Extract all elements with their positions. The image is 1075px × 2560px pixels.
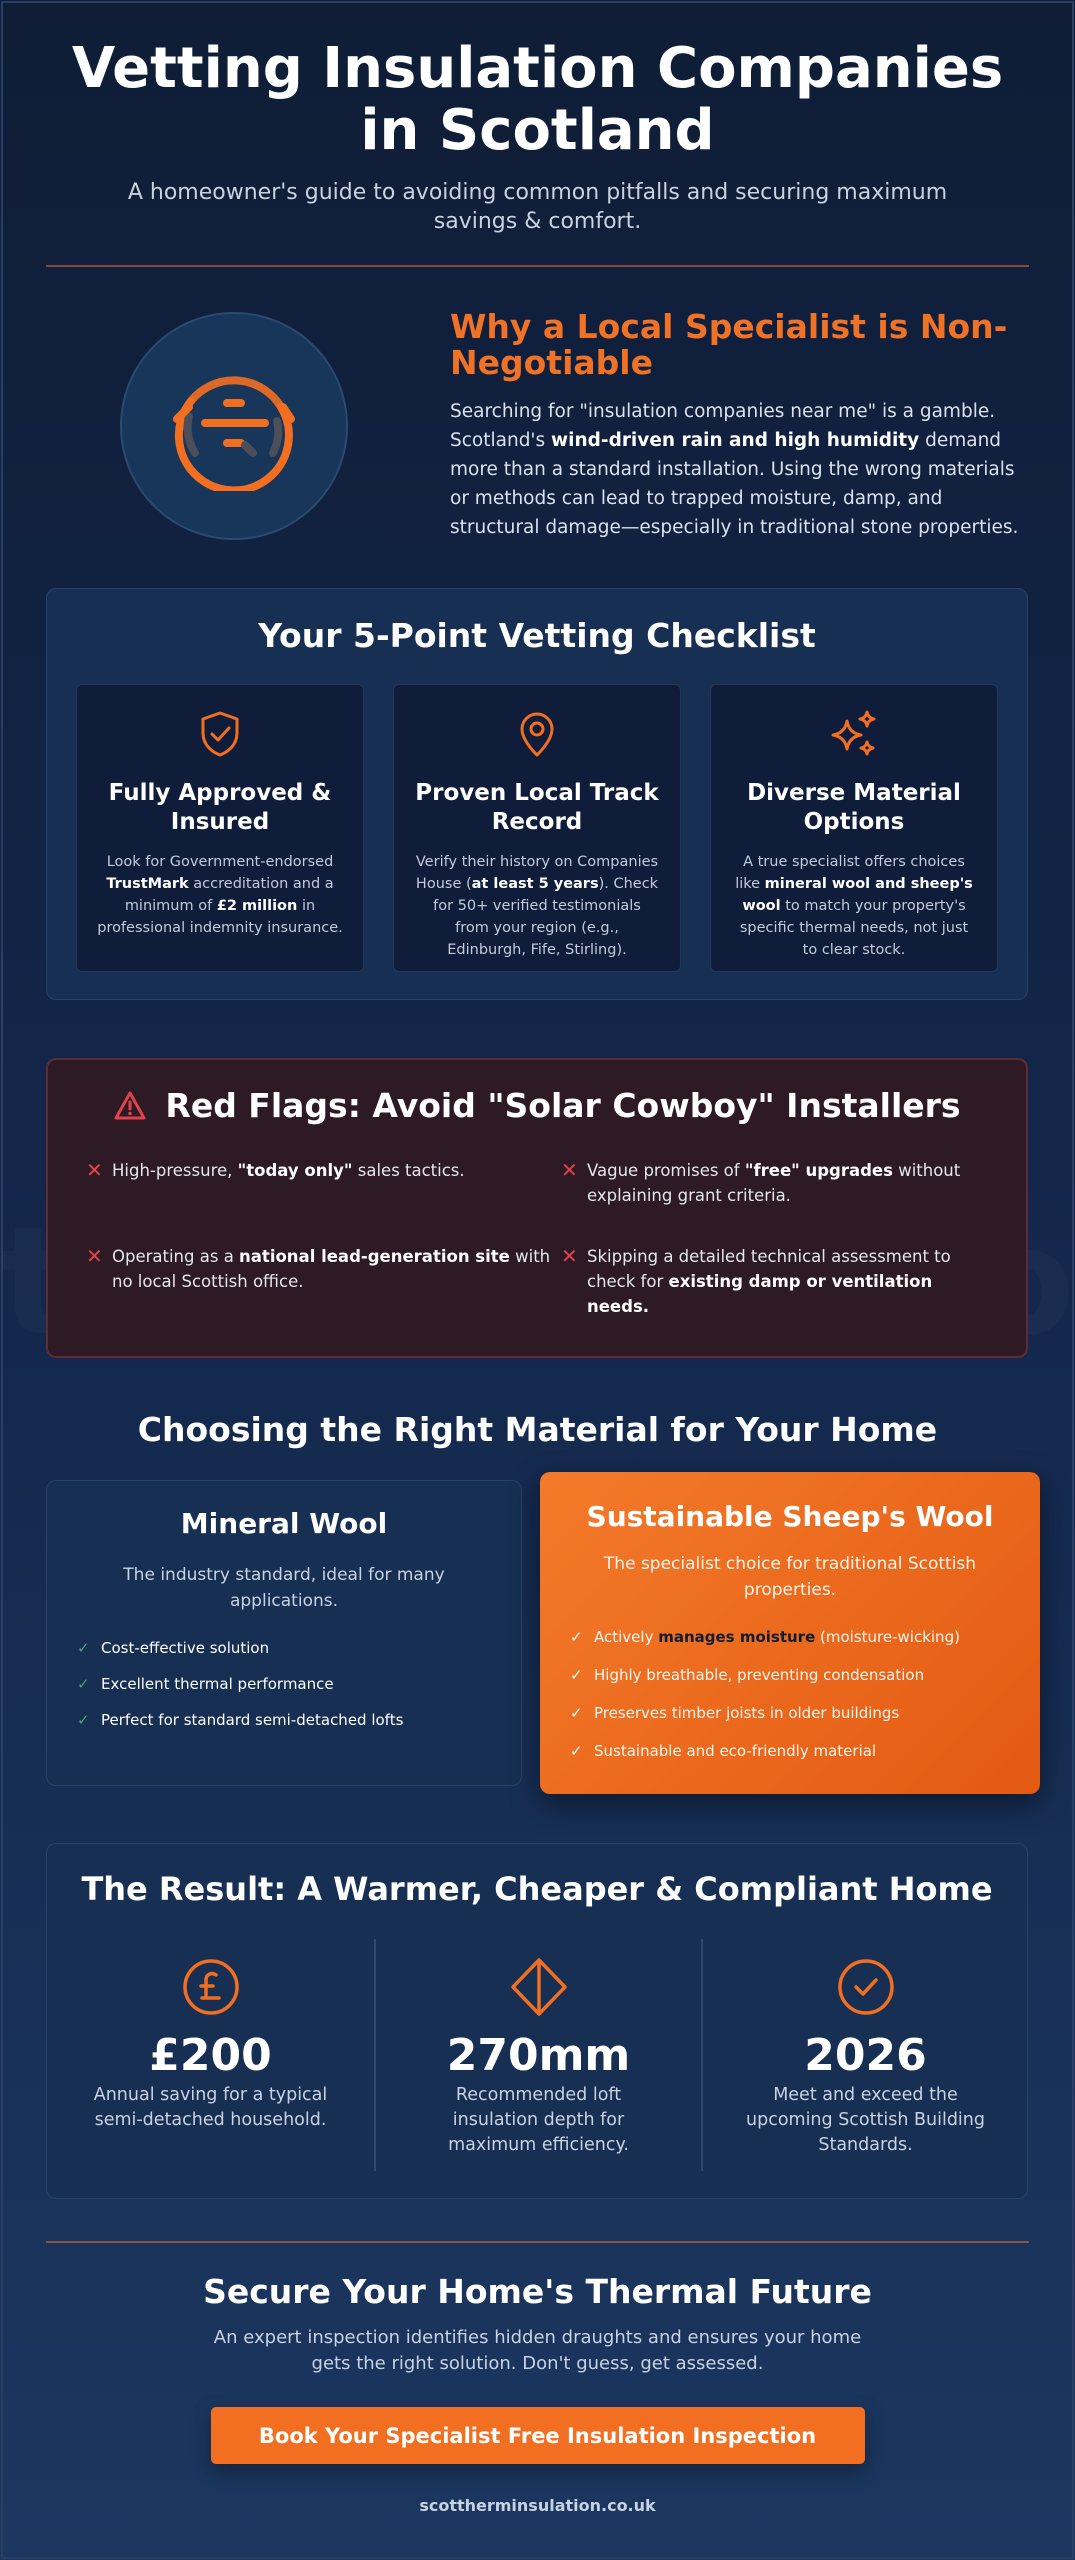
card-emphasis: TrustMark [106, 876, 189, 892]
check-icon: ✓ [77, 1675, 90, 1693]
sheeps-wool-desc: The specialist choice for traditional Scottish properties. [603, 1554, 977, 1600]
red-flag-text [112, 1244, 561, 1319]
cross-icon: ✕ [86, 1244, 103, 1268]
list-item [570, 1627, 1010, 1647]
card-emphasis: at least 5 years [471, 876, 599, 892]
pound-coin-icon [181, 1957, 241, 2017]
list-item-text: Sustainable and eco-friendly material [594, 1742, 877, 1760]
book-inspection-button[interactable]: Book Your Specialist Free Insulation Inspection [211, 2407, 865, 2464]
check-icon: ✓ [570, 1742, 583, 1760]
check-icon: ✓ [77, 1639, 90, 1657]
stat-label: Meet and exceed the upcoming Scottish Building Standards. [746, 2085, 985, 2155]
cross-icon: ✕ [561, 1244, 578, 1268]
red-flag-item [561, 1158, 996, 1208]
stat-value: £200 [149, 2030, 272, 2081]
card-text: to match your property's specific thermal needs, not just to clear stock. [739, 898, 969, 958]
materials-title: Choosing the Right Material for Your Home [137, 1410, 938, 1449]
checklist-title: Your 5-Point Vetting Checklist [258, 616, 816, 655]
list-item [570, 1665, 1010, 1685]
results-stats [47, 1939, 1029, 2171]
why-body-emphasis: wind-driven rain and high humidity [551, 430, 920, 451]
sheeps-wool-card [540, 1472, 1040, 1794]
card-title: Diverse Material Options [747, 780, 961, 835]
card-text: Look for Government-endorsed [106, 854, 334, 870]
shield-check-icon [195, 709, 245, 759]
red-flags-section [46, 1058, 1028, 1358]
flag-text: without explaining grant criteria. [587, 1161, 961, 1205]
list-item [77, 1638, 491, 1658]
why-body [450, 397, 1030, 542]
why-body-part: demand more than a standard installation. Using the wrong materials or methods can lead to trapped moisture, damp, and structural damage—especially in traditional stone properties. [450, 430, 1019, 538]
check-icon: ✓ [570, 1666, 583, 1684]
sheeps-wool-title: Sustainable Sheep's Wool [586, 1500, 994, 1533]
stat-depth [374, 1939, 701, 2171]
list-item-text: Cost-effective solution [101, 1639, 270, 1657]
card-text: ). Check for 50+ verified testimonials from your region (e.g., Edinburgh, Fife, Stirling). [433, 876, 659, 958]
flag-text: sales tactics. [352, 1161, 465, 1180]
stat-label: Annual saving for a typical semi-detached household. [93, 2085, 328, 2130]
checklist-card-track-record [393, 684, 681, 972]
flag-text: Skipping a detailed technical assessment to check for [587, 1247, 951, 1291]
cross-icon: ✕ [561, 1158, 578, 1182]
flag-emphasis: existing damp or ventilation needs. [587, 1272, 933, 1316]
list-item-text: Preserves timber joists in older buildings [594, 1704, 900, 1722]
cross-icon: ✕ [86, 1158, 103, 1182]
checklist-card-approved [76, 684, 364, 972]
list-item-text: Excellent thermal performance [101, 1675, 334, 1693]
warning-triangle-icon [113, 1090, 147, 1122]
card-title: Proven Local Track Record [415, 780, 659, 835]
flag-text: with no local Scottish office. [112, 1247, 551, 1291]
flag-text: Operating as a [112, 1247, 240, 1266]
why-text [450, 309, 1030, 542]
red-flag-text [587, 1158, 996, 1208]
stat-value: 270mm [446, 2030, 631, 2081]
card-emphasis: mineral wool and sheep's wool [742, 876, 973, 914]
card-text: A true specialist offers choices like [735, 854, 965, 892]
list-item-text: Perfect for standard semi-detached lofts [101, 1711, 404, 1729]
stat-standards [701, 1939, 1028, 2171]
thermostat-dial-icon [169, 361, 299, 491]
checklist-card-materials [710, 684, 998, 972]
list-item-text: Highly breathable, preventing condensation [594, 1666, 925, 1684]
check-circle-icon [836, 1957, 896, 2017]
red-flags-header [48, 1086, 1026, 1125]
stat-label: Recommended loft insulation depth for maximum efficiency. [448, 2085, 629, 2155]
flag-emphasis: national lead-generation site [239, 1247, 510, 1266]
checklist-cards [76, 684, 998, 972]
card-text: accreditation and a minimum of [124, 876, 334, 914]
flag-text: High-pressure, [112, 1161, 238, 1180]
card-title: Fully Approved & Insured [108, 780, 332, 835]
sparkles-icon [827, 709, 881, 759]
results-section [46, 1843, 1028, 2199]
vetting-checklist [46, 588, 1028, 1000]
footer-divider [46, 2241, 1029, 2243]
header [0, 0, 1075, 236]
why-section [0, 267, 1075, 562]
list-text: (moisture-wicking) [815, 1628, 960, 1646]
list-item-text [594, 1627, 960, 1647]
card-emphasis: £2 million [216, 898, 298, 914]
stat-saving [47, 1939, 374, 2171]
mineral-wool-list [77, 1638, 491, 1730]
card-body [414, 851, 660, 961]
check-icon: ✓ [570, 1628, 583, 1646]
red-flag-item [86, 1158, 561, 1208]
card-body [731, 851, 977, 961]
check-icon: ✓ [77, 1711, 90, 1729]
red-flag-text [587, 1244, 996, 1319]
card-text: Verify their history on Companies House ( [415, 854, 659, 892]
flag-text: Vague promises of [587, 1161, 745, 1180]
red-flag-text [112, 1158, 465, 1208]
red-flags-list [86, 1158, 996, 1319]
mineral-wool-title: Mineral Wool [180, 1507, 388, 1540]
stat-value: 2026 [804, 2030, 927, 2081]
list-emphasis: manages moisture [658, 1628, 816, 1646]
card-text: in professional indemnity insurance. [97, 898, 343, 936]
website-link[interactable]: scottherminsulation.co.uk [419, 2496, 656, 2515]
card-body [97, 851, 343, 939]
sheeps-wool-list [570, 1627, 1010, 1761]
why-heading: Why a Local Specialist is Non-Negotiable [450, 307, 1008, 382]
mineral-wool-desc: The industry standard, ideal for many applications. [123, 1565, 445, 1611]
results-title: The Result: A Warmer, Cheaper & Compliant Home [81, 1870, 993, 1908]
mineral-wool-card [46, 1480, 522, 1786]
flag-emphasis: "free" upgrades [744, 1161, 893, 1180]
list-item [570, 1741, 1010, 1761]
list-text: Actively [594, 1628, 659, 1646]
red-flag-item [561, 1244, 996, 1319]
list-item [570, 1703, 1010, 1723]
ruler-diamond-icon [509, 1957, 569, 2017]
location-pin-icon [512, 709, 562, 759]
check-icon: ✓ [570, 1704, 583, 1722]
cta-section [0, 2262, 1075, 2515]
list-item [77, 1674, 491, 1694]
flag-emphasis: "today only" [237, 1161, 353, 1180]
cta-title: Secure Your Home's Thermal Future [203, 2272, 872, 2311]
list-item [77, 1710, 491, 1730]
page-title: Vetting Insulation Companies in Scotland [71, 36, 1004, 163]
page-subtitle: A homeowner's guide to avoiding common pitfalls and securing maximum savings & comfort. [127, 180, 948, 234]
red-flag-item [86, 1244, 561, 1319]
cta-body: An expert inspection identifies hidden draughts and ensures your home gets the right solution. Don't guess, get assessed. [213, 2327, 862, 2374]
why-icon-circle [120, 312, 348, 540]
why-body-part: Searching for "insulation companies near me" is a gamble. Scotland's [450, 401, 996, 451]
red-flags-title: Red Flags: Avoid "Solar Cowboy" Installers [165, 1086, 961, 1125]
